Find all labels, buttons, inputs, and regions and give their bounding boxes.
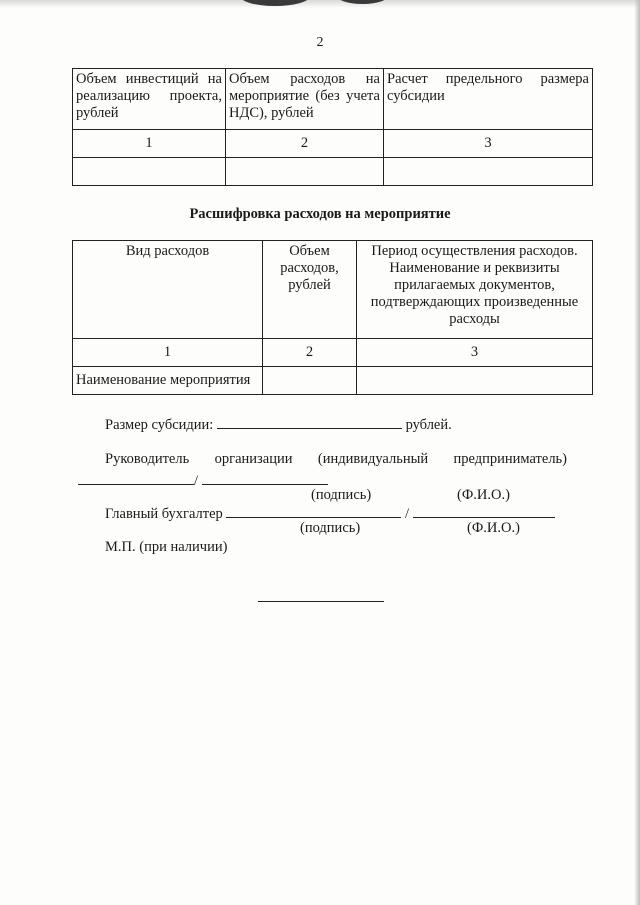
column-number: 1 [73, 130, 226, 158]
column-number: 3 [384, 130, 593, 158]
head-signature-caption: (подпись) [311, 487, 372, 503]
head-name-field[interactable] [202, 470, 328, 485]
slash: / [405, 506, 410, 522]
subsidy-size-line [105, 414, 452, 434]
input-cell[interactable] [263, 367, 357, 395]
column-number: 2 [226, 130, 384, 158]
subsidy-unit: рублей. [405, 417, 452, 433]
slash: / [194, 473, 199, 489]
accountant-label: Главный бухгалтер [105, 506, 223, 522]
header-subsidy-calculation: Расчет предельного размера субсидии [384, 69, 593, 130]
head-signature-line [78, 470, 328, 490]
input-cell[interactable] [357, 367, 593, 395]
table-row [73, 339, 593, 367]
header-period-documents: Период осуществления расходов. Наименование и реквизиты прилагаемых документов, подтверждающих произведенные расходы [357, 241, 593, 339]
table-row [73, 241, 593, 339]
input-cell[interactable] [226, 158, 384, 186]
row-label-event-name: Наименование мероприятия [73, 367, 263, 395]
table-row [73, 130, 593, 158]
head-label: Руководитель организации (индивидуальный предприниматель) [105, 451, 567, 467]
header-expense-type: Вид расходов [73, 241, 263, 339]
head-signature-field[interactable] [78, 470, 194, 485]
subsidy-amount-field[interactable] [217, 414, 402, 429]
column-number: 1 [73, 339, 263, 367]
input-cell[interactable] [73, 158, 226, 186]
head-name-caption: (Ф.И.О.) [457, 487, 510, 503]
table-row [73, 158, 593, 186]
accountant-signature-caption: (подпись) [300, 520, 361, 536]
header-expense-amount: Объем расходов, рублей [263, 241, 357, 339]
scan-shadow [0, 0, 640, 8]
subsidy-size-label: Размер субсидии: [105, 417, 214, 433]
scan-edge [634, 0, 640, 905]
page-number: 2 [316, 35, 324, 50]
table-row [73, 69, 593, 130]
input-cell[interactable] [384, 158, 593, 186]
expense-breakdown-table [72, 240, 593, 395]
stamp-label: М.П. (при наличии) [105, 539, 228, 555]
accountant-name-field[interactable] [413, 503, 555, 518]
column-number: 3 [357, 339, 593, 367]
accountant-name-caption: (Ф.И.О.) [467, 520, 520, 536]
closing-divider [258, 601, 384, 602]
table-row [73, 367, 593, 395]
column-number: 2 [263, 339, 357, 367]
investment-table [72, 68, 593, 186]
accountant-signature-field[interactable] [226, 503, 401, 518]
section-title: Расшифровка расходов на мероприятие [189, 206, 451, 222]
header-investment-volume: Объем инвестиций на реализацию проекта, рублей [73, 69, 226, 130]
header-expense-volume: Объем расходов на мероприятие (без учета НДС), рублей [226, 69, 384, 130]
